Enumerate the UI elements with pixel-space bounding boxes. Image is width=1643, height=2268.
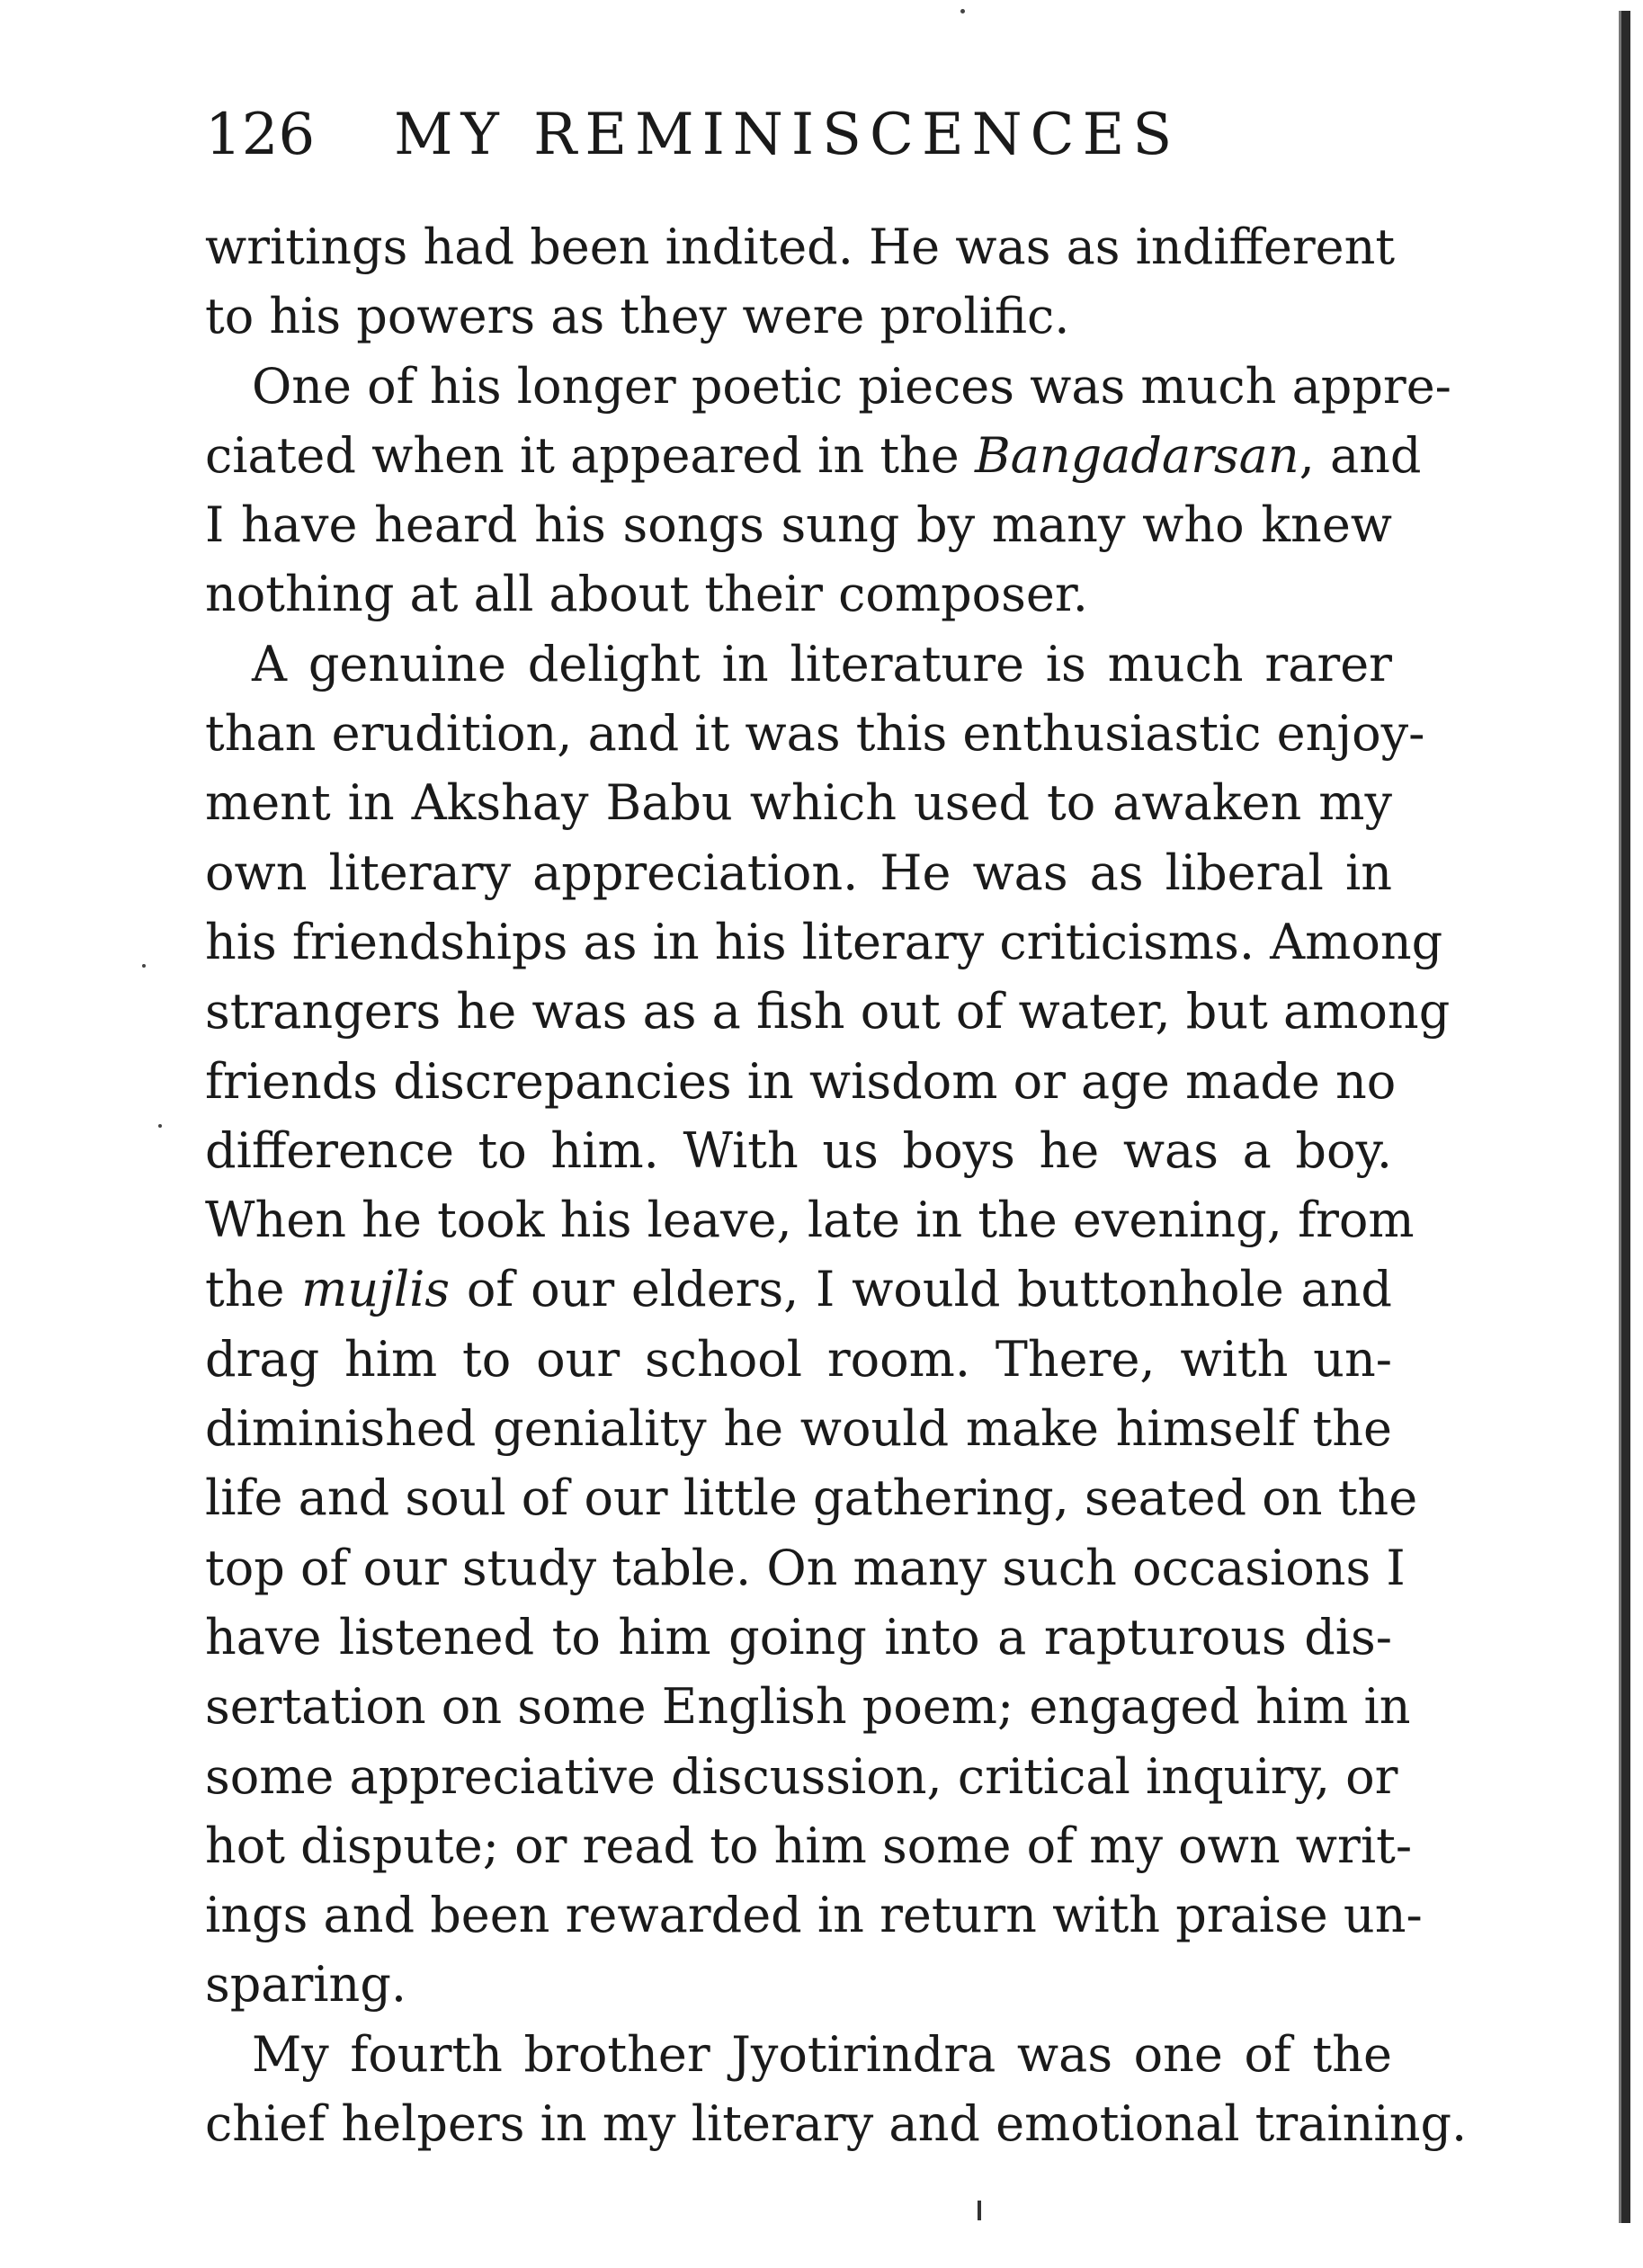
text-line: strangers he was as a fish out of water, but among bbox=[205, 983, 1451, 1040]
paragraph-first-line: My fourth brother Jyotirindra was one of the bbox=[252, 2025, 1392, 2083]
text-line: top of our study table. On many such occasions I bbox=[205, 1539, 1406, 1596]
text-line: hot dispute; or read to him some of my own writ- bbox=[205, 1817, 1413, 1874]
text-line: I have heard his songs sung by many who knew bbox=[205, 496, 1392, 554]
text-line: drag him to our school room. There, with un- bbox=[205, 1330, 1392, 1388]
italic-term-bangadarsan: Bangadarsan bbox=[974, 426, 1299, 484]
text-line: life and soul of our little gathering, seated on the bbox=[205, 1469, 1418, 1527]
scan-mark bbox=[978, 2201, 981, 2220]
text-line: to his powers as they were prolific. bbox=[205, 288, 1070, 345]
text-line bbox=[205, 1255, 1392, 1324]
text-line: than erudition, and it was this enthusiastic enjoy- bbox=[205, 705, 1425, 763]
page-header bbox=[205, 99, 1464, 171]
text-segment: the bbox=[205, 1261, 302, 1318]
text-line: chief helpers in my literary and emotional training. bbox=[205, 2095, 1468, 2153]
running-title: MY REMINISCENCES bbox=[394, 102, 1181, 168]
text-line: ment in Akshay Babu which used to awaken my bbox=[205, 774, 1392, 832]
scan-speck bbox=[142, 964, 146, 968]
text-line: nothing at all about their composer. bbox=[205, 566, 1088, 623]
text-line: sparing. bbox=[205, 1956, 407, 2014]
text-line: ings and been rewarded in return with praise un- bbox=[205, 1887, 1423, 1944]
paragraph-first-line: A genuine delight in literature is much rarer bbox=[252, 635, 1392, 692]
text-line: his friendships as in his literary criticisms. Among bbox=[205, 913, 1443, 970]
text-segment: ciated when it appeared in the bbox=[205, 426, 975, 484]
text-line: diminished geniality he would make himself the bbox=[205, 1400, 1392, 1458]
scan-speck bbox=[960, 9, 965, 13]
text-line: friends discrepancies in wisdom or age made no bbox=[205, 1052, 1397, 1110]
text-line: sertation on some English poem; engaged him in bbox=[205, 1678, 1411, 1736]
paragraph-first-line: One of his longer poetic pieces was much appre- bbox=[252, 357, 1451, 415]
italic-term-mujlis: mujlis bbox=[301, 1261, 451, 1318]
text-line: When he took his leave, late in the evening, from bbox=[205, 1192, 1415, 1249]
text-segment: , and bbox=[1299, 426, 1422, 484]
text-segment: of our elders, I would buttonhole and bbox=[450, 1261, 1392, 1318]
text-line: some appreciative discussion, critical inquiry, or bbox=[205, 1747, 1398, 1805]
text-line: difference to him. With us boys he was a boy. bbox=[205, 1121, 1392, 1179]
text-line bbox=[205, 421, 1422, 490]
scan-speck bbox=[158, 1124, 162, 1128]
text-line: writings had been indited. He was as indifferent bbox=[205, 219, 1396, 275]
text-line: have listened to him going into a rapturous dis- bbox=[205, 1608, 1392, 1665]
binding-edge bbox=[1621, 11, 1630, 2223]
text-line: own literary appreciation. He was as liberal in bbox=[205, 844, 1392, 901]
page-number: 126 bbox=[205, 102, 316, 168]
body-text bbox=[205, 212, 1468, 2158]
